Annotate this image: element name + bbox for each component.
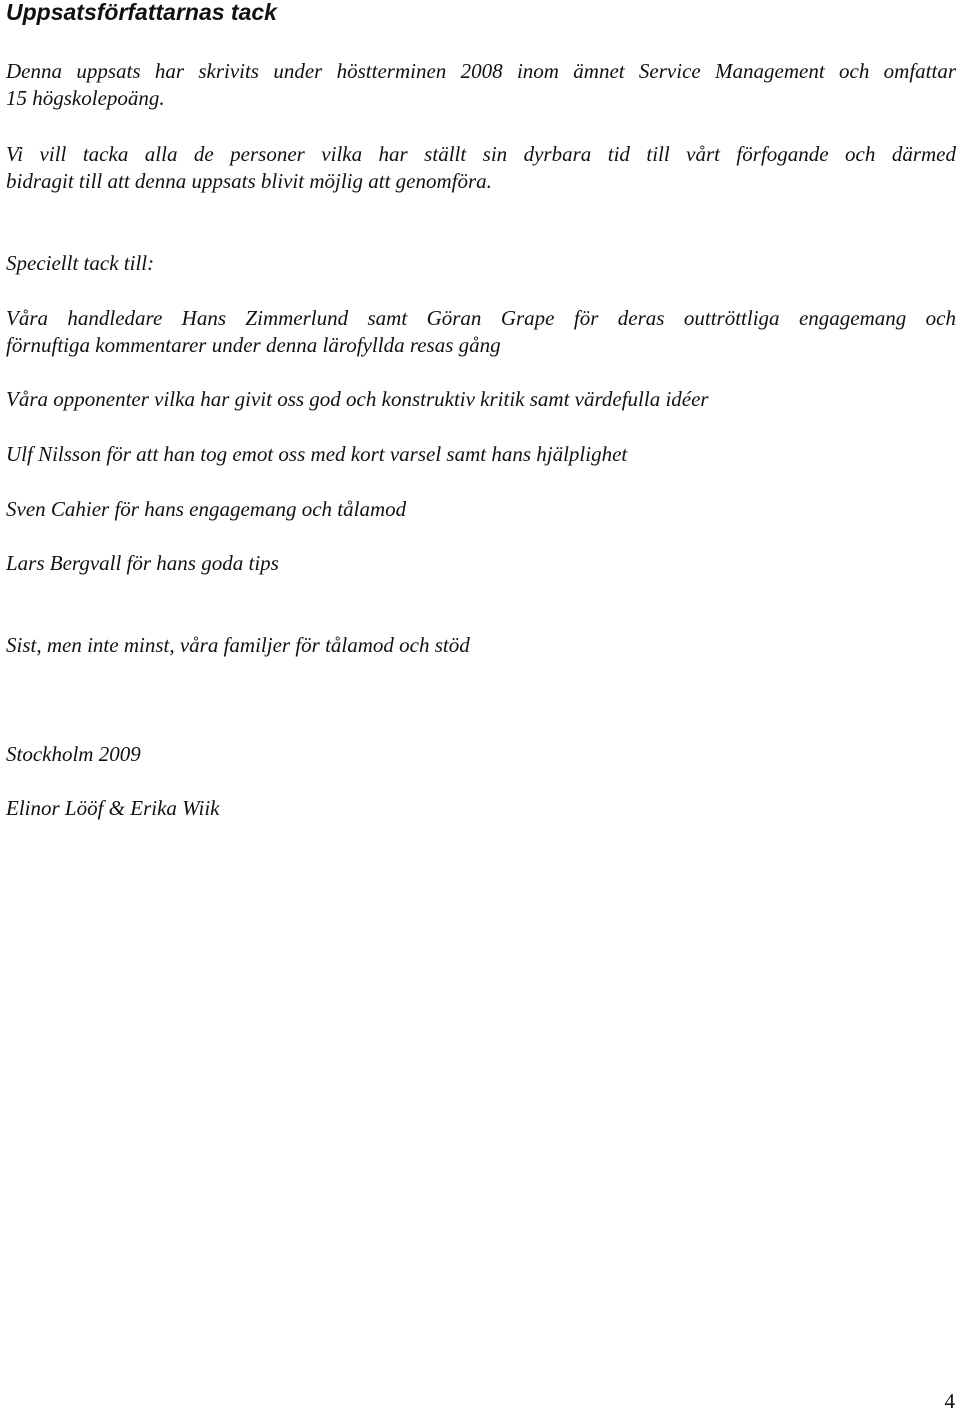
lars-bergvall-thanks: Lars Bergvall för hans goda tips — [6, 551, 279, 575]
intro-line-2: 15 högskolepoäng. — [6, 86, 165, 110]
gratitude-line-1: Vi vill tacka alla de personer vilka har ställt sin dyrbara tid till vårt förfogande och därmed — [6, 142, 956, 166]
page-number: 4 — [944, 1389, 955, 1413]
authors: Elinor Lööf & Erika Wiik — [6, 796, 220, 820]
gratitude-line-2: bidragit till att denna uppsats blivit möjlig att genomföra. — [6, 169, 492, 193]
sven-cahier-thanks: Sven Cahier för hans engagemang och tålamod — [6, 497, 407, 521]
ulf-nilsson-thanks: Ulf Nilsson för att han tog emot oss med kort varsel samt hans hjälplighet — [6, 442, 628, 466]
supervisors-line-1: Våra handledare Hans Zimmerlund samt Göran Grape för deras outtröttliga engagemang och — [6, 306, 956, 330]
opponents-thanks: Våra opponenter vilka har givit oss god och konstruktiv kritik samt värdefulla idéer — [6, 387, 709, 411]
place-and-year: Stockholm 2009 — [6, 742, 141, 766]
supervisors-line-2: förnuftiga kommentarer under denna lärofyllda resas gång — [6, 333, 501, 357]
intro-line-1: Denna uppsats har skrivits under höstterminen 2008 inom ämnet Service Management och omfattar — [6, 59, 956, 83]
page-title: Uppsatsförfattarnas tack — [6, 0, 277, 25]
special-thanks-heading: Speciellt tack till: — [6, 251, 155, 275]
families-thanks: Sist, men inte minst, våra familjer för tålamod och stöd — [6, 633, 470, 657]
